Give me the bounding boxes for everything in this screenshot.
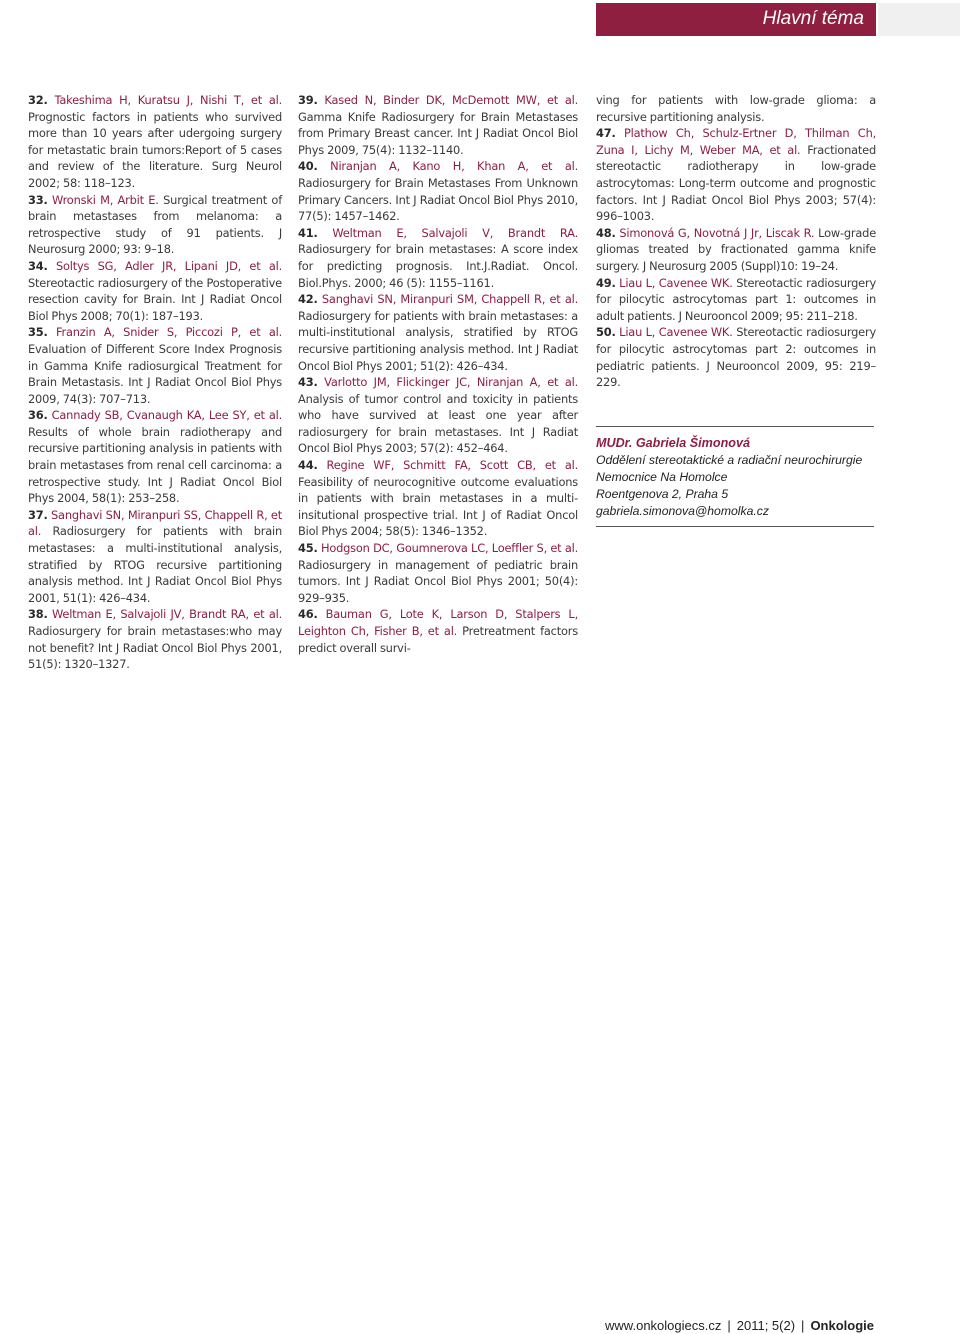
reference-authors: Regine WF, Schmitt FA, Scott CB, et al. (326, 458, 578, 473)
reference-number: 44. (298, 458, 318, 473)
reference-text: Stereotactic radiosurgery for pilocytic astrocytomas part 2: outcomes in pediatric patients. J Neurooncol 2009, 95: 219–229. (596, 325, 877, 390)
reference-text: Gamma Knife Radiosurgery for Brain Metastases from Primary Breast cancer. Int J Radiat Oncol Biol Phys 2009, 75(4): 1132–1140. (298, 109, 578, 157)
reference-authors: Takeshima H, Kuratsu J, Nishi T, et al. (54, 93, 283, 107)
reference-text: Feasibility of neurocognitive outcome evaluations in patients with brain metastases in a multi-insitutional prospective trial. Int J of Radiat Oncol Biol Phys 2004; 58(5): 1346–1352. (298, 474, 578, 539)
reference-item (596, 225, 876, 275)
reference-text: ving for patients with low-grade glioma: a recursive partitioning analysis. (596, 93, 876, 124)
reference-authors: Weltman E, Salvajoli V, Brandt RA. (332, 225, 578, 240)
reference-authors: Plathow Ch, Schulz-Ertner D, Thilman Ch, Zuna I, Lichy M, Weber MA, et al. (596, 126, 877, 157)
reference-text: Fractionated stereotactic radiotherapy in low-grade astrocytomas: Long-term outcome and prognostic factors. Int J Radiat Oncol Biol Phys 2003; 57(4): 996–1003. (596, 142, 876, 224)
reference-authors: Liau L, Cavenee WK. (619, 325, 733, 340)
reference-text: Radiosurgery for brain metastases:who may not benefit? Int J Radiat Oncol Biol Phys 2001, 51(5): 1320–1327. (28, 624, 282, 672)
reference-number: 50. (596, 325, 616, 340)
reference-item (596, 275, 876, 325)
reference-authors: Franzin A, Snider S, Piccozi P, et al. (55, 325, 282, 340)
reference-text: Prognostic factors in patients who survived more than 10 years after udergoing surgery for metastatic brain tumors:Report of 5 cases and review of the literature. Surg Neurol 2002; 58: 118–123. (28, 109, 282, 190)
section-title: Hlavní téma (762, 8, 864, 29)
author-address: Roentgenova 2, Praha 5 (596, 487, 729, 501)
footer-separator: | (727, 1318, 731, 1333)
page-footer (605, 1318, 874, 1334)
reference-text: Stereotactic radiosurgery for pilocytic astrocytomas part 1: outcomes in adult patients. J Neurooncol 2009; 95: 211–218. (596, 275, 877, 323)
reference-item (28, 324, 282, 407)
reference-text: Surgical treatment of brain metastases from melanoma: a retrospective study of 91 patients. J Neurosurg 2000; 93: 9–18. (28, 192, 283, 257)
reference-authors: Sanghavi SN, Miranpuri SM, Chappell R, et al. (321, 292, 578, 307)
reference-item (28, 507, 282, 607)
footer-issue: 2011; 5(2) (736, 1318, 796, 1333)
reference-authors: Wronski M, Arbit E. (52, 192, 159, 207)
author-email[interactable]: gabriela.simonova@homolka.cz (596, 504, 769, 518)
reference-item (298, 374, 578, 457)
reference-text: Low-grade gliomas treated by fractionated gamma knife surgery. J Neurosurg 2005 (Suppl)10: 19–24. (596, 225, 876, 273)
reference-authors: Liau L, Cavenee WK. (619, 275, 733, 290)
reference-number: 43. (298, 375, 318, 390)
reference-authors: Soltys SG, Adler JR, Lipani JD, et al. (55, 258, 282, 273)
reference-number: 33. (28, 192, 48, 207)
reference-authors: Weltman E, Salvajoli JV, Brandt RA, et al. (52, 607, 282, 622)
reference-item (298, 606, 578, 656)
reference-number: 35. (28, 325, 48, 340)
author-hospital: Nemocnice Na Homolce (596, 470, 728, 484)
reference-item (298, 457, 578, 540)
reference-item (298, 158, 578, 224)
reference-number: 41. (298, 225, 318, 240)
reference-number: 46. (298, 607, 318, 622)
reference-number: 34. (28, 258, 48, 273)
reference-number: 40. (298, 159, 318, 174)
reference-authors: Niranjan A, Kano H, Khan A, et al. (330, 159, 578, 174)
reference-number: 32. (28, 93, 48, 107)
reference-text: Stereotactic radiosurgery of the Postoperative resection cavity for Brain. Int J Radiat Oncol Biol Phys 2008; 70(1): 187–193. (28, 275, 282, 323)
reference-authors: Sanghavi SN, Miranpuri SS, Chappell R, et al. (28, 507, 282, 539)
reference-item (596, 324, 876, 390)
reference-number: 37. (28, 507, 48, 522)
reference-number: 36. (28, 408, 48, 423)
reference-item (28, 258, 282, 324)
reference-item (298, 540, 578, 606)
references-column-1 (28, 92, 282, 673)
reference-text: Results of whole brain radiotherapy and recursive partitioning analysis in patients with brain metastases from renal cell carcinoma: a retrospective study. Int J Radiat Oncol Biol Phys 2004, 58(1): 253–258. (28, 424, 282, 506)
reference-authors: Varlotto JM, Flickinger JC, Niranjan A, et al. (324, 375, 578, 390)
footer-journal-name: Onkologie (810, 1318, 874, 1333)
reference-text: Pretreatment factors predict overall survi- (298, 624, 578, 655)
reference-text: Radiosurgery for Brain Metastases From Unknown Primary Cancers. Int J Radiat Oncol Biol Phys 2010, 77(5): 1457–1462. (298, 175, 578, 224)
reference-text: Radiosurgery for patients with brain metastases: a multi-institutional analysis, stratified by RTOG recursive partitioning analysis method. Int J Radiat Oncol Biol Phys 2001; 51(2): 426–434. (298, 308, 578, 373)
reference-number: 39. (298, 93, 318, 107)
reference-authors: Hodgson DC, Goumnerova LC, Loeffler S, et al. (320, 541, 578, 556)
reference-text: Radiosurgery in management of pediatric brain tumors. Int J Radiat Oncol Biol Phys 2001; 50(4): 929–935. (298, 557, 578, 605)
references-column-2 (298, 92, 578, 656)
reference-item (298, 225, 578, 291)
reference-item (28, 407, 282, 507)
reference-number: 42. (298, 292, 318, 307)
reference-item (298, 92, 578, 158)
reference-text: Radiosurgery for patients with brain metastases: a multi-institutional analysis, stratified by RTOG recursive partitioning analysis method. Int J Radiat Oncol Biol Phys 2001, 51(1): 426–434. (28, 524, 283, 605)
reference-text: Evaluation of Different Score Index Prognosis in Gamma Knife radiosurgical Treatment for Brain Metastasis. Int J Radiat Oncol Biol Phys 2009, 74(3): 707–713. (28, 341, 282, 406)
reference-number: 49. (596, 275, 616, 290)
reference-item (28, 606, 282, 672)
reference-number: 38. (28, 607, 48, 622)
section-header-bar (596, 3, 876, 36)
header-edge-block (878, 3, 960, 36)
author-department: Oddělení stereotaktické a radiační neurochirurgie (596, 453, 863, 467)
reference-item (28, 192, 282, 258)
footer-separator: | (801, 1318, 805, 1333)
reference-item (596, 92, 876, 125)
reference-item (298, 291, 578, 374)
author-contact-box (596, 426, 874, 527)
references-column-3 (596, 92, 876, 391)
reference-item (28, 92, 282, 192)
footer-website[interactable]: www.onkologiecs.cz (605, 1318, 722, 1333)
reference-number: 45. (298, 541, 318, 556)
reference-authors: Cannady SB, Cvanaugh KA, Lee SY, et al. (51, 408, 282, 423)
reference-authors: Simonová G, Novotná J Jr, Liscak R. (619, 225, 815, 240)
reference-number: 47. (596, 126, 616, 141)
reference-authors: Bauman G, Lote K, Larson D, Stalpers L, Leighton Ch, Fisher B, et al. (298, 607, 578, 638)
reference-number: 48. (596, 225, 616, 240)
reference-text: Radiosurgery for brain metastases: A score index for predicting prognosis. Int.J.Radiat. Oncol. Biol.Phys. 2000; 46 (5): 1155–1161. (298, 242, 578, 290)
author-name: MUDr. Gabriela Šimonová (596, 436, 750, 450)
reference-text: Analysis of tumor control and toxicity in patients who have survived at least one year after radiosurgery for brain metastases. Int J Radiat Oncol Biol Phys 2003; 57(2): 452–464. (298, 391, 578, 456)
reference-item (596, 125, 876, 225)
reference-authors: Kased N, Binder DK, McDemott MW, et al. (324, 93, 578, 107)
